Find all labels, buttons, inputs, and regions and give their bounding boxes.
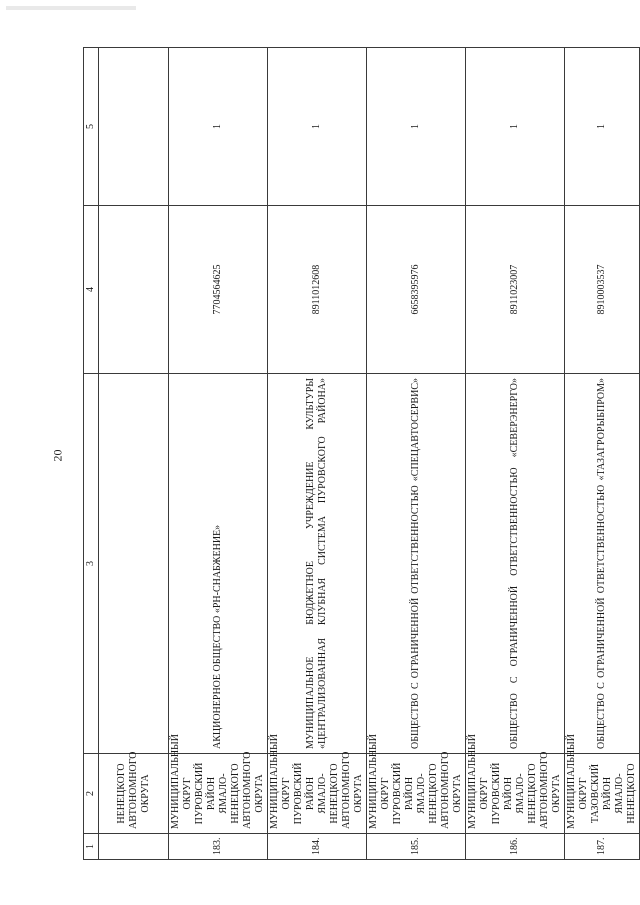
municipality-cell: НЕНЕЦКОГО АВТОНОМНОГО ОКРУГА: [99, 754, 169, 834]
organization-cell: [99, 374, 169, 754]
count-cell: 1: [565, 48, 640, 206]
count-cell: 1: [268, 48, 367, 206]
inn-cell: 8911023007: [466, 206, 565, 374]
count-cell: 1: [169, 48, 268, 206]
table-row: [565, 48, 640, 860]
column-header-2: 2: [84, 754, 99, 834]
column-header-5: 5: [84, 48, 99, 206]
row-number: [99, 834, 169, 860]
table-row: [367, 48, 466, 860]
scan-artifact: [6, 6, 136, 10]
column-header-4: 4: [84, 206, 99, 374]
municipality-cell: МУНИЦИПАЛЬНЫЙ ОКРУГ ПУРОВСКИЙ РАЙОН ЯМАЛО-НЕНЕЦКОГО АВТОНОМНОГО ОКРУГА: [367, 754, 466, 834]
inn-cell: [99, 206, 169, 374]
organization-cell: ОБЩЕСТВО С ОГРАНИЧЕННОЙ ОТВЕТСТВЕННОСТЬЮ «ТАЗАГРОРЫБПРОМ»: [565, 374, 640, 754]
table-row: [169, 48, 268, 860]
inn-cell: 8911012608: [268, 206, 367, 374]
column-header-3: 3: [84, 374, 99, 754]
municipality-cell: МУНИЦИПАЛЬНЫЙ ОКРУГ ПУРОВСКИЙ РАЙОН ЯМАЛО-НЕНЕЦКОГО АВТОНОМНОГО ОКРУГА: [466, 754, 565, 834]
inn-cell: 8910003537: [565, 206, 640, 374]
table-row: [99, 48, 169, 860]
count-cell: [99, 48, 169, 206]
table-row: [268, 48, 367, 860]
row-number: 185.: [367, 834, 466, 860]
registry-table: [83, 47, 640, 860]
table-row: [466, 48, 565, 860]
rotated-table-wrapper: [83, 48, 637, 860]
organization-cell: ОБЩЕСТВО С ОГРАНИЧЕННОЙ ОТВЕТСТВЕННОСТЬЮ «СЕВЕРЭНЕРГО»: [466, 374, 565, 754]
row-number: 187.: [565, 834, 640, 860]
column-header-1: 1: [84, 834, 99, 860]
count-cell: 1: [466, 48, 565, 206]
count-cell: 1: [367, 48, 466, 206]
column-number-row: [84, 48, 99, 860]
organization-cell: МУНИЦИПАЛЬНОЕ БЮДЖЕТНОЕ УЧРЕЖДЕНИЕ КУЛЬТУРЫ «ЦЕНТРАЛИЗОВАННАЯ КЛУБНАЯ СИСТЕМА ПУРОВСКОГО РАЙОНА»: [268, 374, 367, 754]
organization-cell: АКЦИОНЕРНОЕ ОБЩЕСТВО «РН-СНАБЖЕНИЕ»: [169, 374, 268, 754]
row-number: 184.: [268, 834, 367, 860]
municipality-cell: МУНИЦИПАЛЬНЫЙ ОКРУГ ПУРОВСКИЙ РАЙОН ЯМАЛО-НЕНЕЦКОГО АВТОНОМНОГО ОКРУГА: [169, 754, 268, 834]
row-number: 183.: [169, 834, 268, 860]
page-number: 20: [50, 449, 65, 462]
municipality-cell: МУНИЦИПАЛЬНЫЙ ОКРУГ ТАЗОВСКИЙ РАЙОН ЯМАЛО-НЕНЕЦКОГО: [565, 754, 640, 834]
inn-cell: 7704564625: [169, 206, 268, 374]
inn-cell: 6658395976: [367, 206, 466, 374]
row-number: 186.: [466, 834, 565, 860]
organization-cell: ОБЩЕСТВО С ОГРАНИЧЕННОЙ ОТВЕТСТВЕННОСТЬЮ «СПЕЦАВТОСЕРВИС»: [367, 374, 466, 754]
municipality-cell: МУНИЦИПАЛЬНЫЙ ОКРУГ ПУРОВСКИЙ РАЙОН ЯМАЛО-НЕНЕЦКОГО АВТОНОМНОГО ОКРУГА: [268, 754, 367, 834]
